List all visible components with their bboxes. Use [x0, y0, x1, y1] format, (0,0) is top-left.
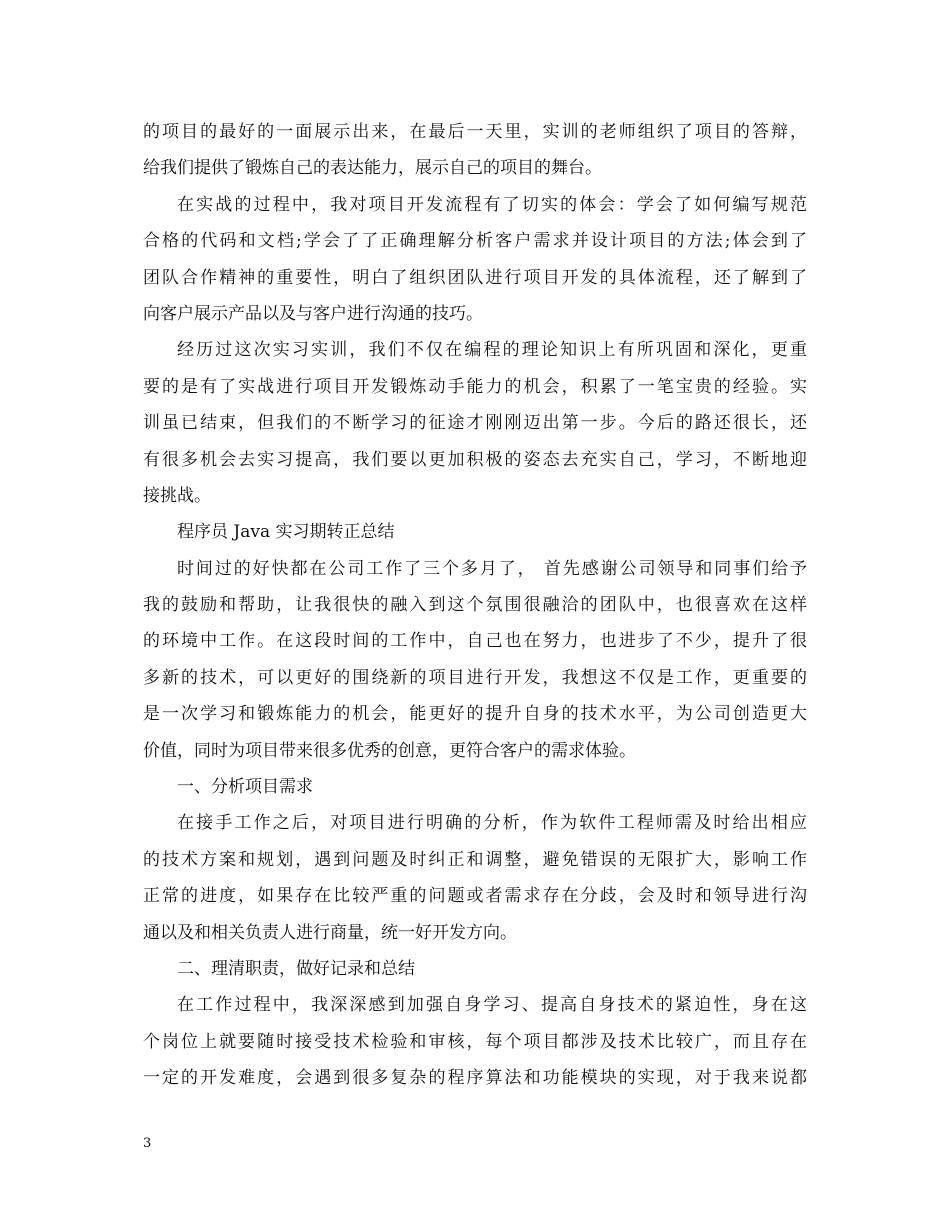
paragraph-line: 的技术方案和规划，遇到问题及时纠正和调整，避免错误的无限扩大，影响工作: [143, 849, 807, 870]
paragraph-line: 经历过这次实习实训，我们不仅在编程的理论知识上有所巩固和深化，更重: [177, 340, 807, 361]
paragraph-line: 团队合作精神的重要性，明白了组织团队进行项目开发的具体流程，还了解到了: [143, 267, 807, 288]
paragraph-line: 向客户展示产品以及与客户进行沟通的技巧。: [143, 303, 483, 324]
paragraph-line: 多新的技术，可以更好的围绕新的项目进行开发，我想这不仅是工作，更重要的: [143, 667, 807, 688]
paragraph-line: 要的是有了实战进行项目开发锻炼动手能力的机会，积累了一笔宝贵的经验。实: [143, 376, 807, 397]
paragraph-line: 在工作过程中，我深深感到加强自身学习、提高自身技术的紧迫性，身在这: [177, 995, 807, 1016]
paragraph-line: 有很多机会去实习提高，我们要以更加积极的姿态去充实自己，学习，不断地迎: [143, 449, 807, 470]
paragraph-line: 在接手工作之后，对项目进行明确的分析，作为软件工程师需及时给出相应: [177, 813, 807, 834]
paragraph-line: 时间过的好快都在公司工作了三个多月了， 首先感谢公司领导和同事们给予: [177, 558, 807, 579]
section-heading: 二、理清职责，做好记录和总结: [177, 958, 415, 979]
paragraph-line: 一定的开发难度，会遇到很多复杂的程序算法和功能模块的实现，对于我来说都: [143, 1068, 807, 1089]
paragraph-line: 合格的代码和文档;学会了了正确理解分析客户需求并设计项目的方法;体会到了: [143, 231, 807, 252]
paragraph-line: 的环境中工作。在这段时间的工作中，自己也在努力，也进步了不少，提升了很: [143, 631, 807, 652]
paragraph-line: 接挑战。: [143, 485, 211, 506]
section-title: 程序员 Java 实习期转正总结: [177, 522, 395, 543]
paragraph-line: 个岗位上就要随时接受技术检验和审核，每个项目都涉及技术比较广，而且存在: [143, 1031, 807, 1052]
paragraph-line: 训虽已结束，但我们的不断学习的征途才刚刚迈出第一步。今后的路还很长，还: [143, 413, 807, 434]
page-number: 3: [143, 1136, 152, 1151]
paragraph-line: 的项目的最好的一面展示出来，在最后一天里，实训的老师组织了项目的答辩，: [143, 122, 807, 142]
paragraph-line: 给我们提供了锻炼自己的表达能力，展示自己的项目的舞台。: [143, 158, 602, 179]
document-body: [143, 114, 807, 1097]
paragraph-line: 价值，同时为项目带来很多优秀的创意，更符合客户的需求体验。: [143, 740, 636, 761]
paragraph-line: 在实战的过程中，我对项目开发流程有了切实的体会：学会了如何编写规范: [177, 194, 807, 215]
section-heading: 一、分析项目需求: [177, 777, 313, 798]
paragraph-line: 我的鼓励和帮助，让我很快的融入到这个氛围很融洽的团队中，也很喜欢在这样: [143, 595, 807, 616]
paragraph-line: 正常的进度，如果存在比较严重的问题或者需求存在分歧，会及时和领导进行沟: [143, 886, 807, 907]
paragraph-line: 通以及和相关负责人进行商量，统一好开发方向。: [143, 922, 517, 943]
paragraph-line: 是一次学习和锻炼能力的机会，能更好的提升自身的技术水平，为公司创造更大: [143, 704, 807, 725]
